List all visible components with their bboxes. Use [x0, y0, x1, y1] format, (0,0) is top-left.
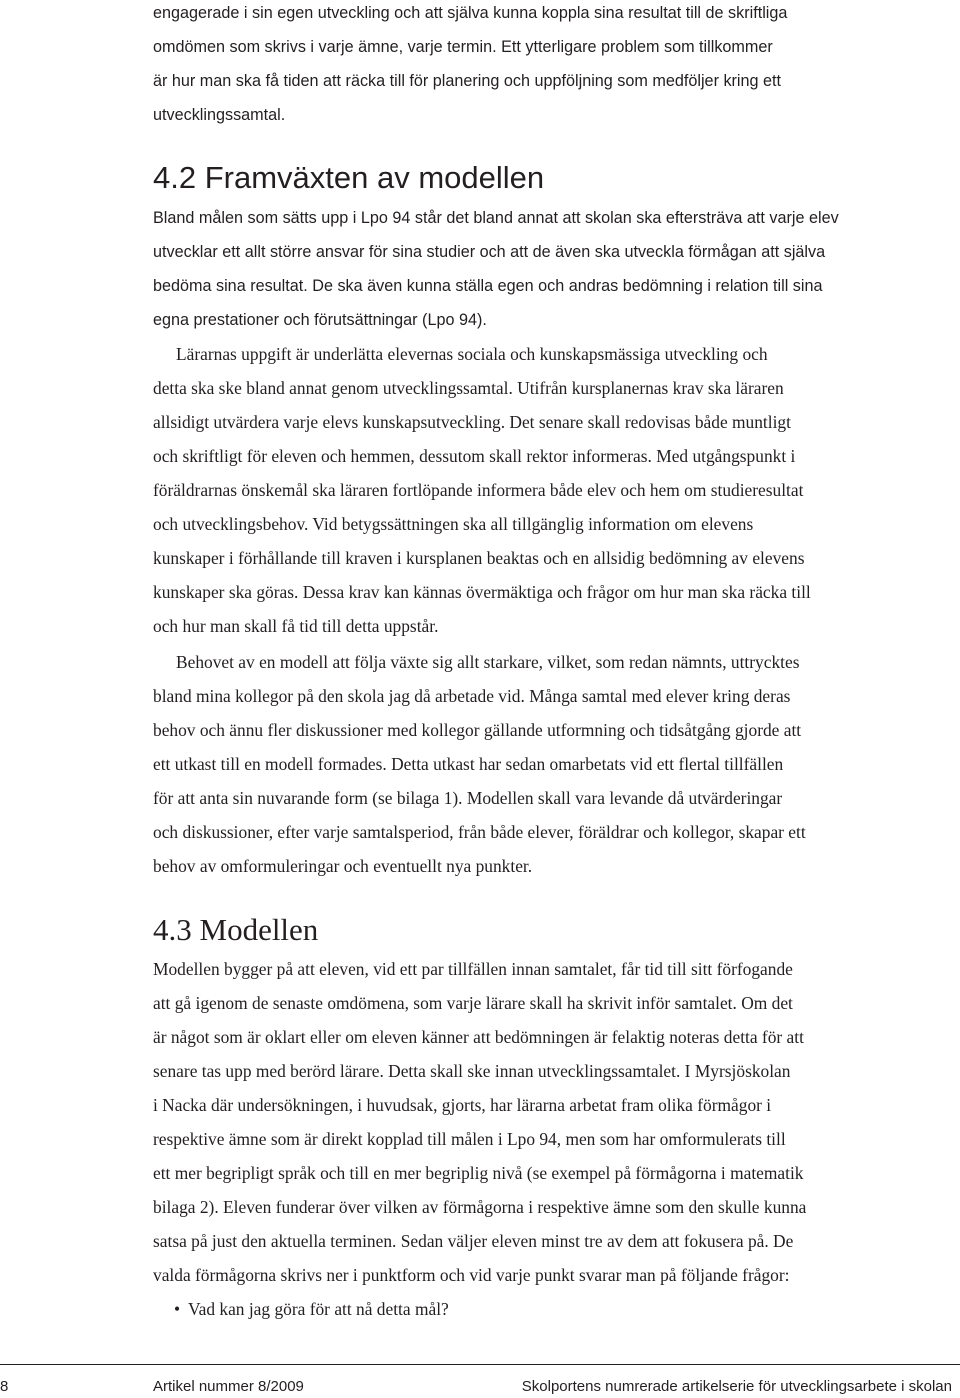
text-line: senare tas upp med berörd lärare. Detta skall ske innan utvecklingssamtalet. I Myrsjöskolan — [153, 1061, 791, 1081]
text-line: kunskaper ska göras. Dessa krav kan kännas övermäktiga och frågor om hur man ska räcka till — [153, 582, 811, 602]
series-title: Skolportens numrerade artikelserie för utvecklingsarbete i skolan — [521, 1378, 952, 1395]
text-line: Modellen bygger på att eleven, vid ett par tillfällen innan samtalet, får tid till sitt förfogande — [153, 959, 793, 979]
text-line: och hur man skall få tid till detta uppstår. — [153, 616, 439, 636]
text-line: bland mina kollegor på den skola jag då arbetade vid. Många samtal med elever kring deras — [153, 686, 791, 706]
text-line: valda förmågorna skrivs ner i punktform och vid varje punkt svarar man på följande frågor: — [153, 1265, 790, 1285]
text-line: och skriftligt för eleven och hemmen, dessutom skall rektor informeras. Med utgångspunkt i — [153, 446, 796, 466]
text-line: engagerade i sin egen utveckling och att själva kunna koppla sina resultat till de skriftliga — [153, 4, 788, 22]
bullet-text: Vad kan jag göra för att nå detta mål? — [188, 1299, 449, 1319]
text-line: detta ska ske bland annat genom utvecklingssamtal. Utifrån kursplanernas krav ska läraren — [153, 378, 784, 398]
text-line: ett mer begripligt språk och till en mer begriplig nivå (se exempel på förmågorna i matematik — [153, 1163, 804, 1183]
text-line: satsa på just den aktuella terminen. Sedan väljer eleven minst tre av dem att fokusera på. De — [153, 1231, 794, 1251]
text-line: behov av omformuleringar och eventuellt nya punkter. — [153, 856, 533, 876]
text-line: allsidigt utvärdera varje elevs kunskapsutveckling. Det senare skall redovisas både muntligt — [153, 412, 791, 432]
text-line: Lärarnas uppgift är underlätta elevernas sociala och kunskapsmässiga utveckling och — [176, 344, 768, 364]
text-line: behov och ännu fler diskussioner med kollegor gällande utformning och tidsåtgång gjorde att — [153, 720, 802, 740]
section-heading: 4.2 Framväxten av modellen — [153, 160, 545, 195]
bullet-icon: • — [174, 1299, 181, 1319]
text-line: egna prestationer och förutsättningar (Lpo 94). — [153, 311, 487, 329]
text-line: är hur man ska få tiden att räcka till för planering och uppföljning som medföljer kring ett — [153, 72, 782, 90]
text-line: och utvecklingsbehov. Vid betygssättningen ska all tillgänglig information om elevens — [153, 514, 754, 534]
text-line: Behovet av en modell att följa växte sig allt starkare, vilket, som redan nämnts, uttrycktes — [176, 652, 800, 672]
text-line: och diskussioner, efter varje samtalsperiod, från både elever, föräldrar och kollegor, skapar ett — [153, 822, 806, 842]
text-line: bedöma sina resultat. De ska även kunna ställa egen och andras bedömning i relation till sina — [153, 277, 823, 295]
section-heading: 4.3 Modellen — [153, 912, 319, 947]
article-number: Artikel nummer 8/2009 — [153, 1378, 304, 1395]
text-line: att gå igenom de senaste omdömena, som varje lärare skall ha skrivit inför samtalet. Om det — [153, 993, 793, 1013]
text-line: bilaga 2). Eleven funderar över vilken av förmågorna i respektive ämne som den skulle kunna — [153, 1197, 807, 1217]
text-line: utvecklingssamtal. — [153, 106, 286, 124]
text-line: för att anta sin nuvarande form (se bilaga 1). Modellen skall vara levande då utvärderingar — [153, 788, 783, 808]
text-line: omdömen som skrivs i varje ämne, varje termin. Ett ytterligare problem som tillkommer — [153, 38, 773, 56]
text-line: ett utkast till en modell formades. Detta utkast har sedan omarbetats vid ett flertal tillfällen — [153, 754, 784, 774]
text-line: är något som är oklart eller om eleven känner att bedömningen är felaktig noteras detta för att — [153, 1027, 804, 1047]
text-line: respektive ämne som är direkt kopplad till målen i Lpo 94, men som har omformulerats till — [153, 1129, 786, 1149]
footer-divider — [0, 1364, 960, 1365]
text-line: Bland målen som sätts upp i Lpo 94 står det bland annat att skolan ska eftersträva att varje elev — [153, 209, 839, 227]
bullet-item — [174, 1299, 449, 1319]
page-number: 8 — [0, 1378, 9, 1395]
text-line: föräldrarnas önskemål ska läraren fortlöpande informera både elev och hem om studieresultat — [153, 480, 804, 500]
text-line: kunskaper i förhållande till kraven i kursplanen beaktas och en allsidig bedömning av elevens — [153, 548, 805, 568]
text-line: utvecklar ett allt större ansvar för sina studier och att de även ska utveckla förmågan att själva — [153, 243, 826, 261]
text-line: i Nacka där undersökningen, i huvudsak, gjorts, har lärarna arbetat fram olika förmågor i — [153, 1095, 772, 1115]
